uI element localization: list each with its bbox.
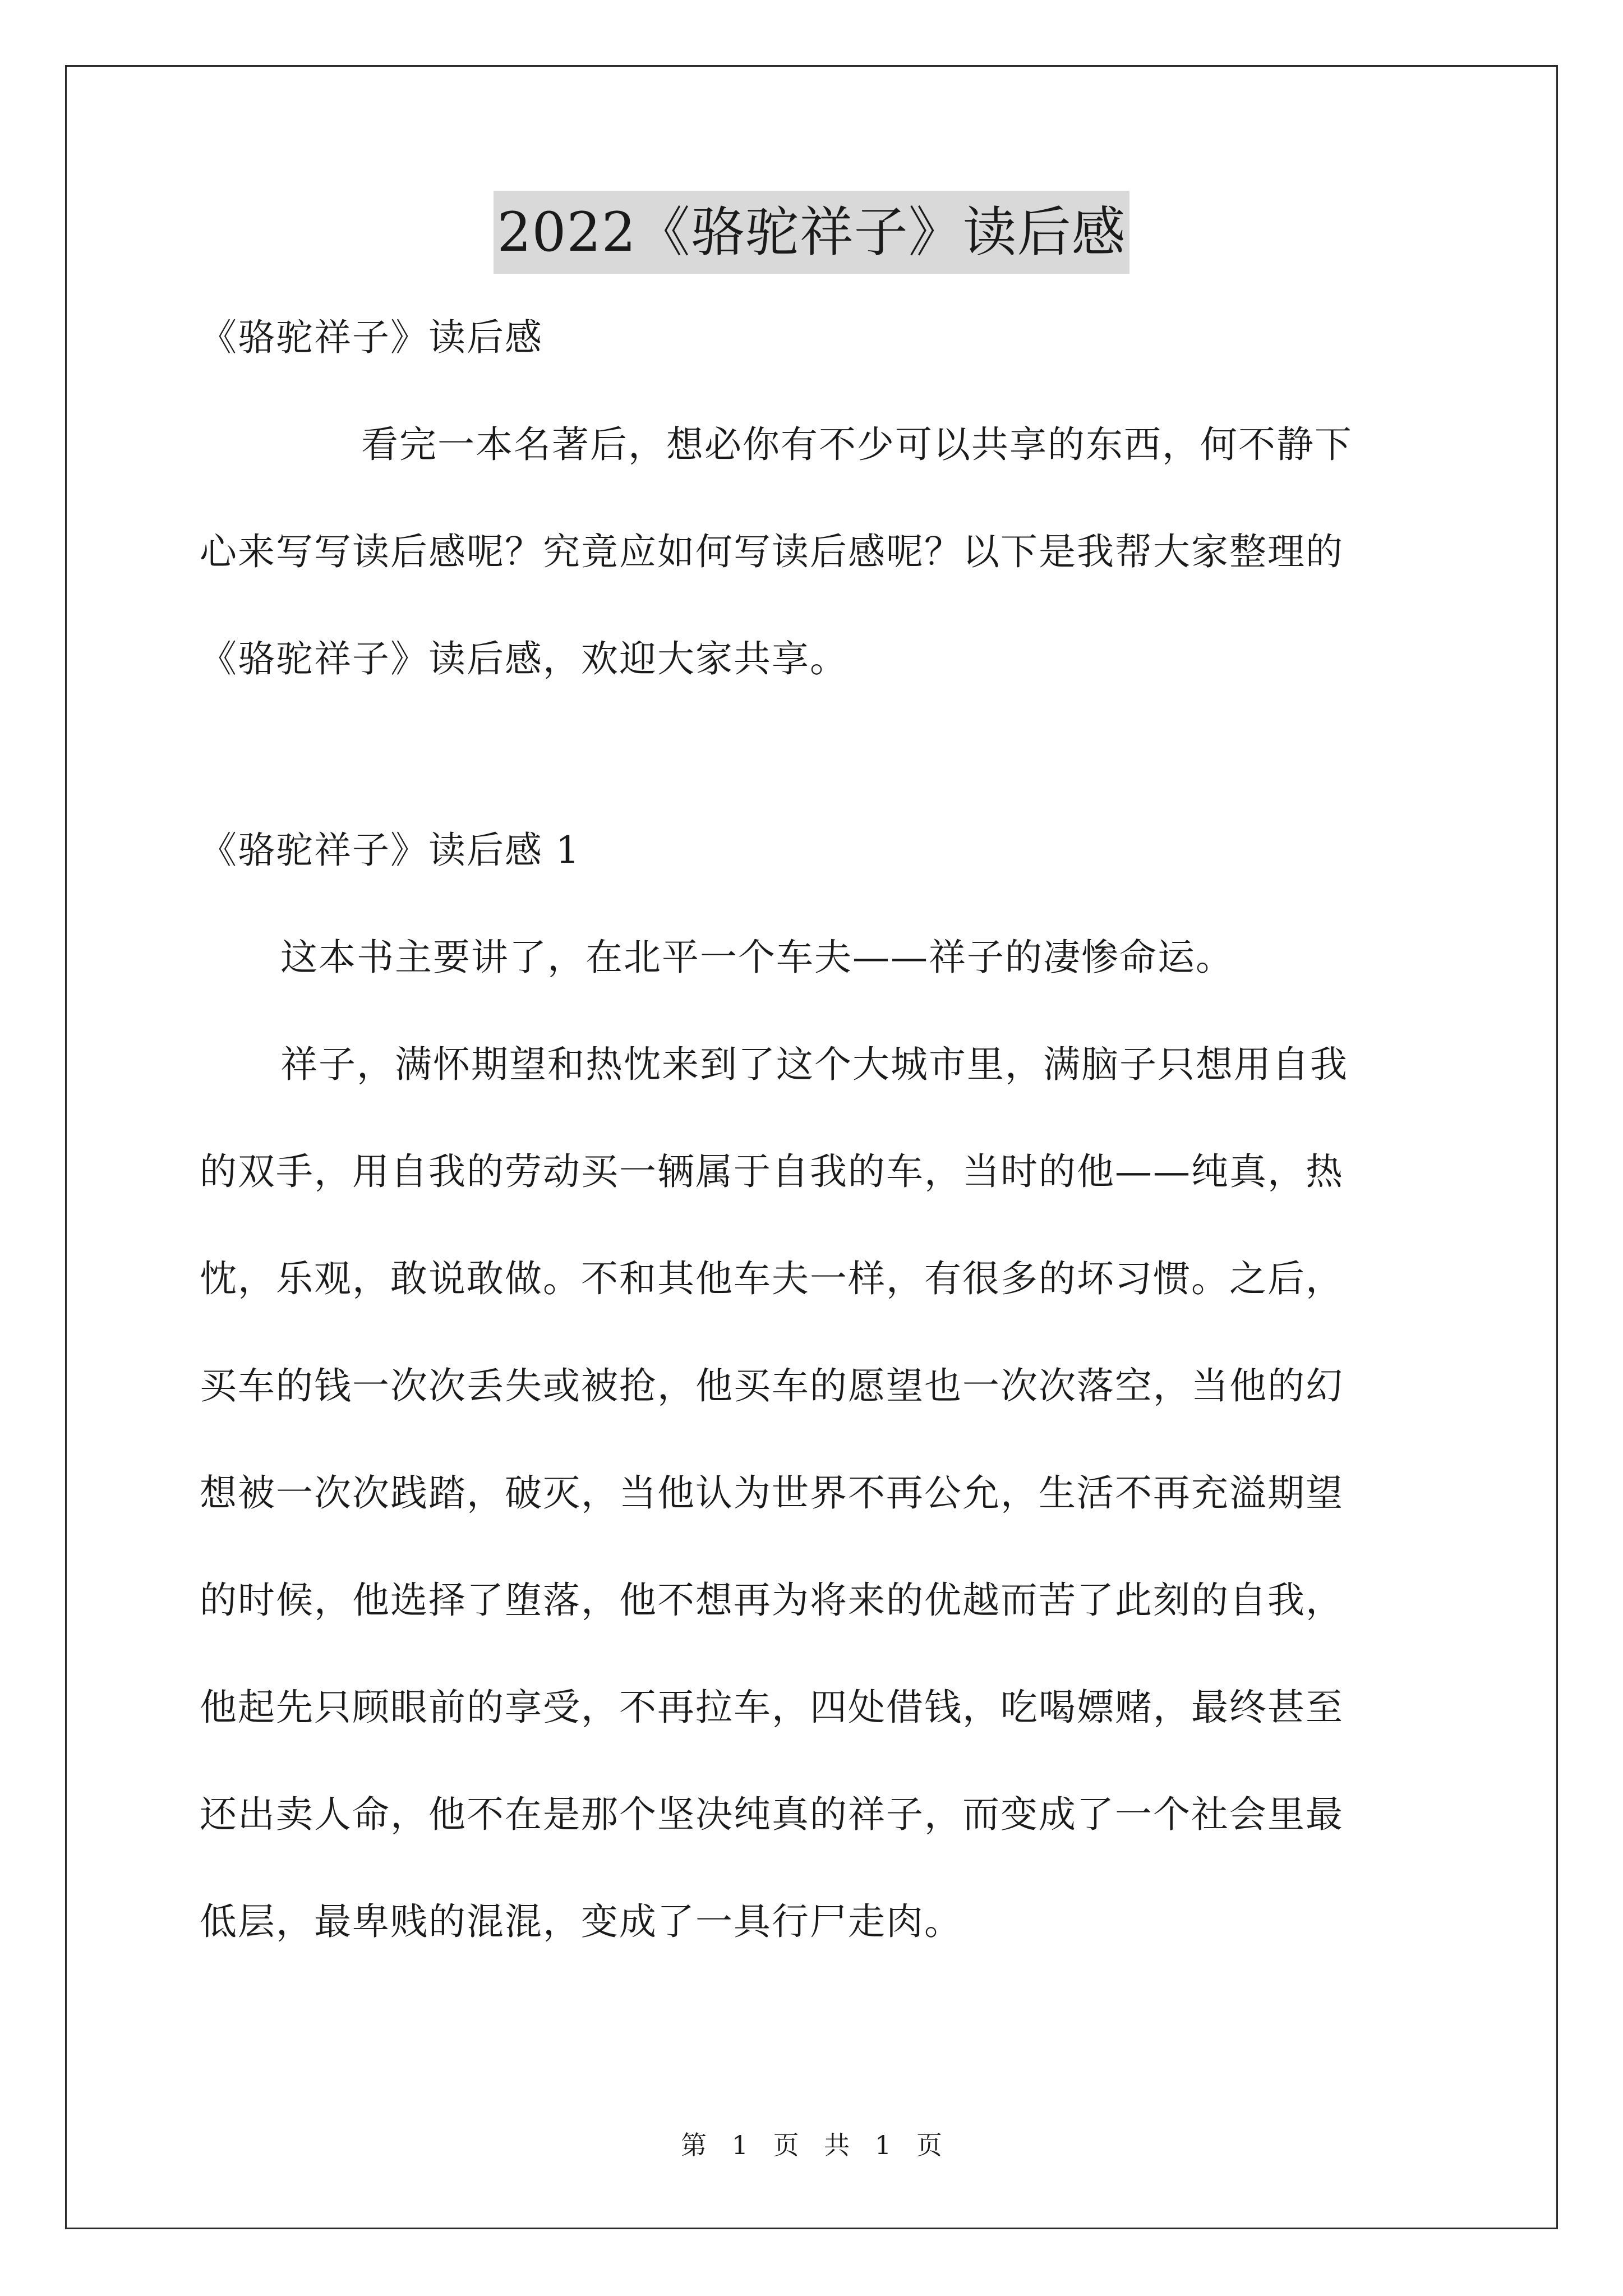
section-heading: 《骆驼祥子》读后感 1 xyxy=(200,829,580,872)
intro-line: 看完一本名著后，想必你有不少可以共享的东西，何不静下 xyxy=(361,423,1353,466)
paragraph-line: 还出卖人命，他不在是那个坚决纯真的祥子，而变成了一个社会里最 xyxy=(200,1793,1344,1836)
paragraph-line: 忱，乐观，敢说敢做。不和其他车夫一样，有很多的坏习惯。之后， xyxy=(200,1257,1344,1300)
paragraph-line: 低层，最卑贱的混混，变成了一具行尸走肉。 xyxy=(200,1900,962,1943)
paragraph-line: 这本书主要讲了，在北平一个车夫——祥子的凄惨命运。 xyxy=(280,936,1234,979)
paragraph-line: 的双手，用自我的劳动买一辆属于自我的车，当时的他——纯真，热 xyxy=(200,1150,1344,1193)
paragraph-line: 祥子，满怀期望和热忱来到了这个大城市里，满脑子只想用自我 xyxy=(280,1043,1348,1086)
subtitle: 《骆驼祥子》读后感 xyxy=(200,316,543,359)
title-container xyxy=(0,191,1623,274)
paragraph-line: 想被一次次践踏，破灭，当他认为世界不再公允，生活不再充溢期望 xyxy=(200,1471,1344,1515)
intro-line: 心来写写读后感呢？究竟应如何写读后感呢？以下是我帮大家整理的 xyxy=(200,530,1344,573)
paragraph-line: 他起先只顾眼前的享受，不再拉车，四处借钱，吃喝嫖赌，最终甚至 xyxy=(200,1686,1344,1729)
intro-line: 《骆驼祥子》读后感，欢迎大家共享。 xyxy=(200,637,848,680)
page-footer: 第 1 页 共 1 页 xyxy=(681,2130,942,2160)
document-body xyxy=(200,310,1433,1978)
paragraph-line: 的时候，他选择了堕落，他不想再为将来的优越而苦了此刻的自我， xyxy=(200,1579,1344,1622)
paragraph-line: 买车的钱一次次丢失或被抢，他买车的愿望也一次次落空，当他的幻 xyxy=(200,1364,1344,1407)
document-title: 2022《骆驼祥子》读后感 xyxy=(494,191,1129,274)
